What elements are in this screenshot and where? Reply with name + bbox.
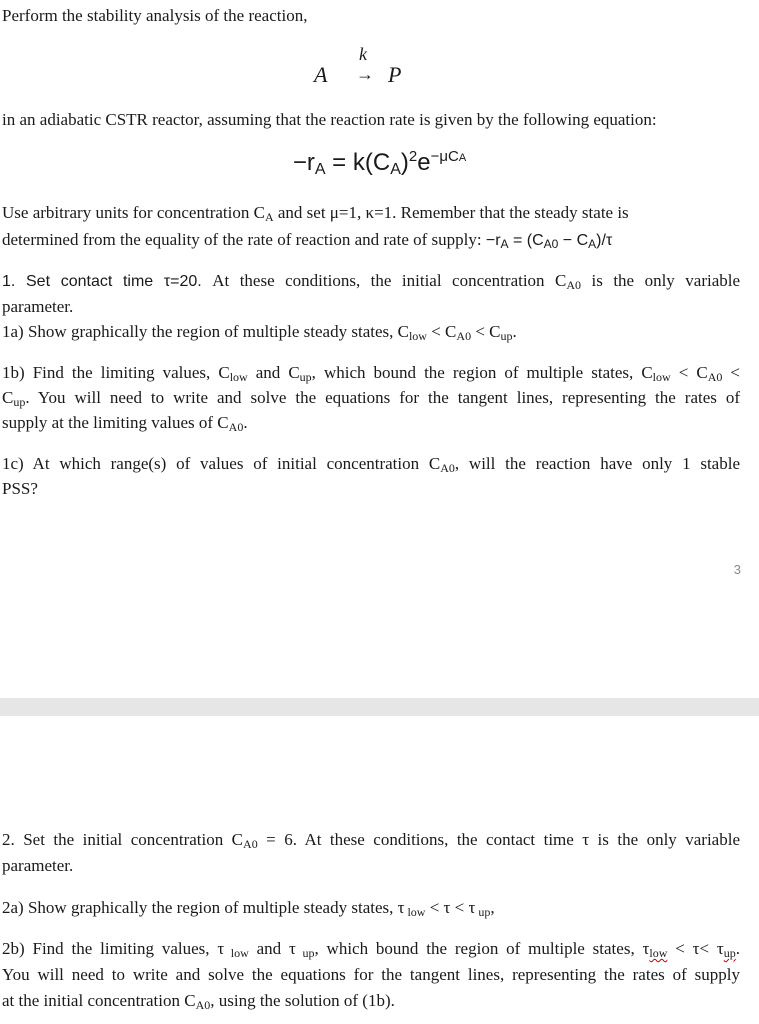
units-text-line1: Use arbitrary units for concentration $C_A$ and set μ=1, κ=1. Remember that the steady state is	[2, 203, 629, 224]
rate-equation: $-rA = k(CA)^2e^{-\mu CA}$	[292, 148, 467, 178]
question-1b-line2: $C_{up}$. You will need to write and solve the equations for the tangent lines, representing the rates of	[2, 388, 740, 409]
reaction-equation: A k → P	[314, 44, 402, 87]
question-1b-line3: supply at the limiting values of $C_{A0}$.	[2, 413, 248, 434]
page-number: 3	[733, 562, 741, 577]
question-2-line1: 2. Set the initial concentration $C_{A0} = 6$. At these conditions, the contact time τ is the only variable	[2, 830, 740, 851]
question-1c-line1: 1c) At which range(s) of values of initial concentration $C_{A0}$, will the reaction have only 1 stable	[2, 454, 740, 475]
question-1-line2: parameter.	[2, 297, 74, 316]
context-text: in an adiabatic CSTR reactor, assuming that the reaction rate is given by the following equation:	[2, 110, 657, 129]
question-1-line1: 1. Set contact time τ=20. At these conditions, the initial concentration $C_{A0}$ is the only variable	[2, 271, 741, 292]
page-separator	[0, 698, 759, 716]
question-2-line2: parameter.	[2, 856, 74, 875]
question-2b-line3: at the initial concentration $C_{A0}$, using the solution of (1b).	[2, 991, 395, 1012]
question-1c-line2: PSS?	[2, 479, 38, 498]
intro-text: Perform the stability analysis of the reaction,	[2, 6, 308, 25]
document-page-2	[0, 716, 759, 1024]
question-1a: 1a) Show graphically the region of multiple steady states, $C_{low} < C_{A0} < C_{up}$.	[2, 322, 517, 343]
question-1b-line1: 1b) Find the limiting values, $C_{low}$ and $C_{up}$, which bound the region of multiple states, $C_{low} < C_{A0}$ <	[2, 363, 740, 384]
units-text-line2: determined from the equality of the rate of reaction and rate of supply: $-r_A = (C_{A0} - C_A)/\tau$	[2, 230, 613, 251]
question-2a: 2a) Show graphically the region of multiple steady states, τ $_{low}$ < τ < τ $_{up}$,	[2, 898, 495, 919]
question-2b-line2: You will need to write and solve the equations for the tangent lines, representing the rates of supply	[2, 965, 740, 984]
question-2b-line1: 2b) Find the limiting values, τ $_{low}$ and τ $_{up}$, which bound the region of multiple states, $\tau_{low} < \tau< \tau_{up}$.	[2, 939, 740, 960]
